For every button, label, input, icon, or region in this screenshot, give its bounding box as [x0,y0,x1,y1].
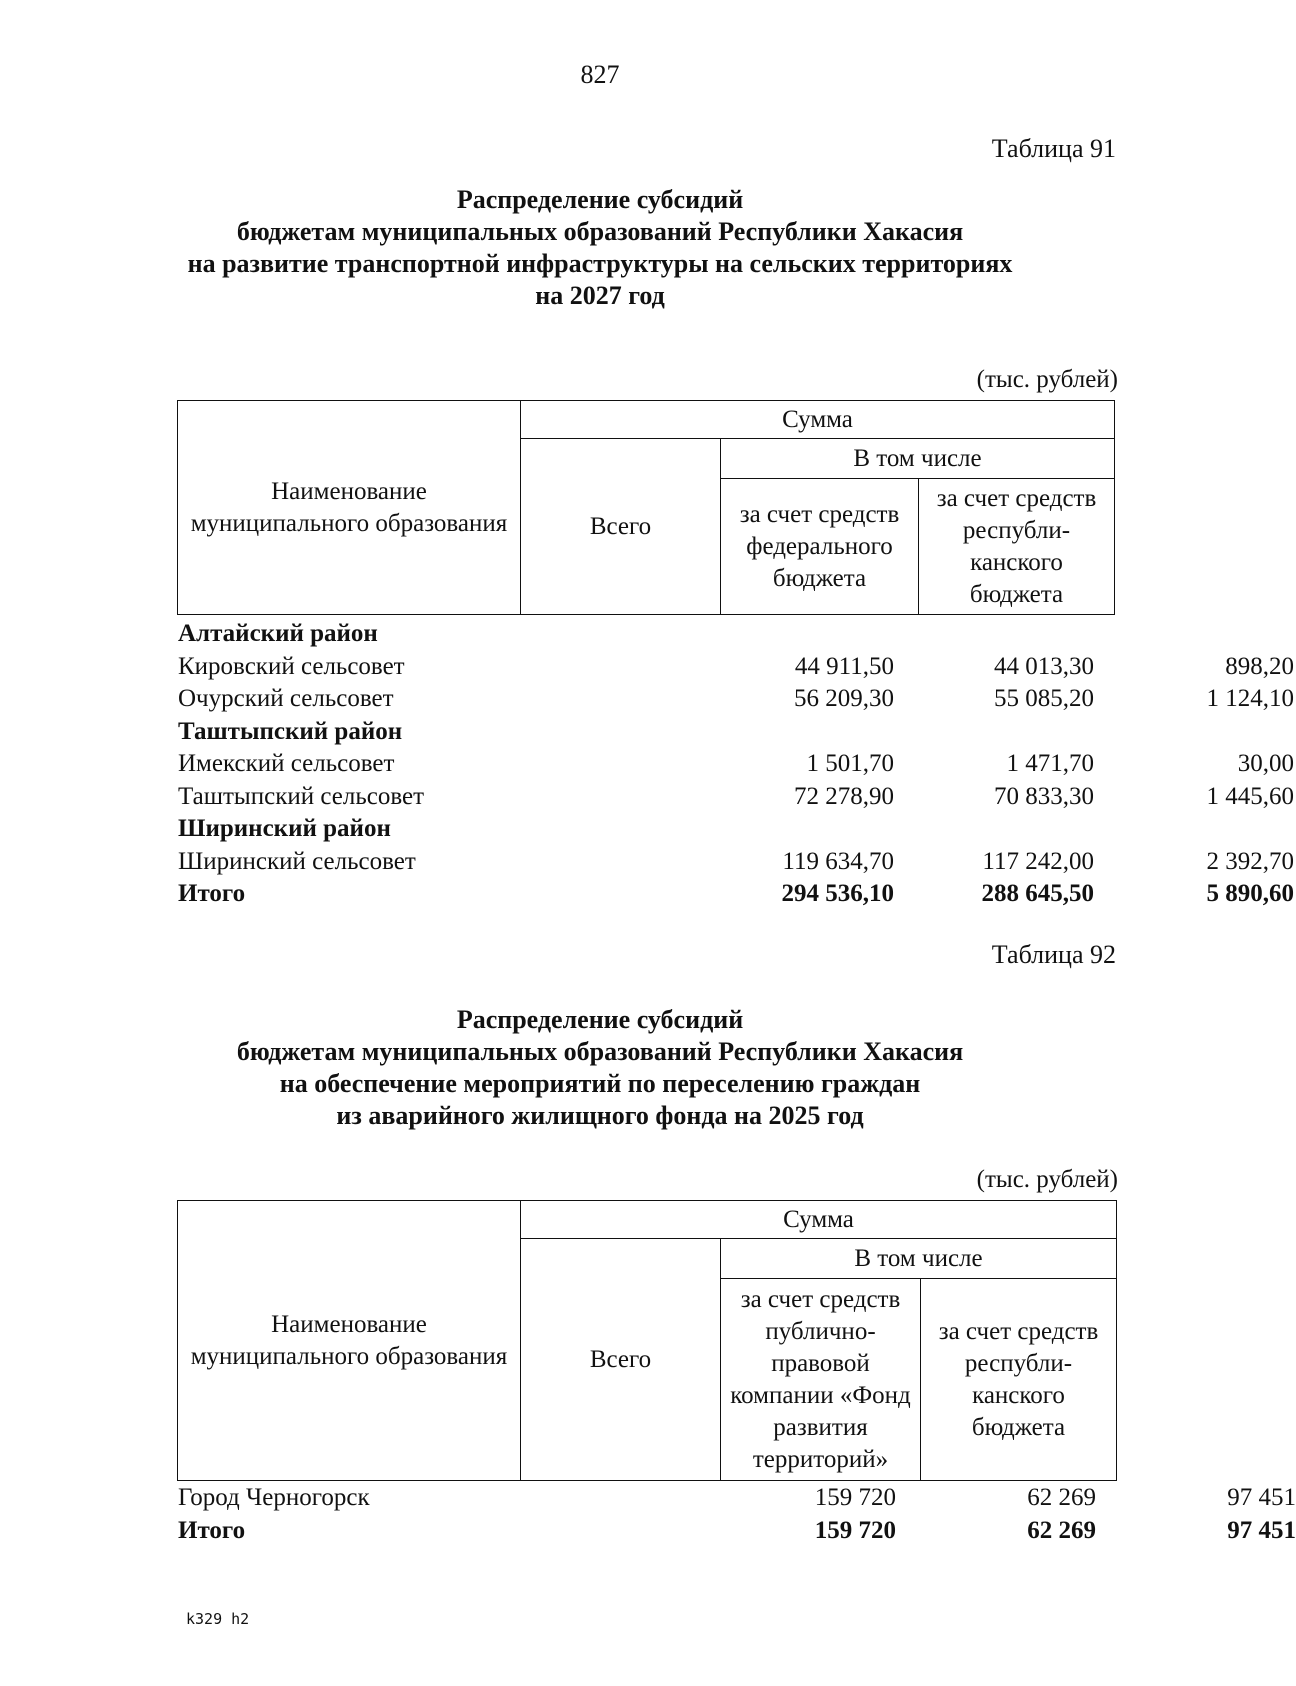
table-92-title [0,1004,1200,1132]
total-row [178,878,1294,911]
district-row [178,618,1294,651]
header-total: Всего [521,1239,721,1481]
table-91-body [178,618,1294,911]
title-line: бюджетам муниципальных образований Республики Хакасия [236,217,964,246]
table-92-unit: (тыс. рублей) [976,1166,1118,1193]
page-number: 827 [580,60,620,89]
cell-republic: 97 451 [1227,1516,1296,1544]
cell-federal: 1 471,70 [1006,750,1094,777]
header-republic: за счет средств республи-канского бюджета [919,479,1115,615]
header-total: Всего [521,439,721,615]
cell-federal: 288 645,50 [981,880,1094,907]
district-row [178,716,1294,749]
table-row [178,683,1294,716]
title-line: на 2027 год [535,281,665,310]
cell-name: Таштыпский район [178,717,403,745]
header-including: В том числе [721,439,1115,479]
table-row [178,781,1294,814]
title-line: бюджетам муниципальных образований Республики Хакасия [236,1037,964,1066]
table-91-unit: (тыс. рублей) [976,366,1118,393]
cell-federal [894,813,1094,846]
table-91-title [0,184,1200,312]
cell-name: Город Черногорск [178,1484,370,1511]
header-including: В том числе [721,1239,1117,1279]
table-row [178,748,1294,781]
header-republic: за счет средств республи-канского бюджета [921,1279,1117,1481]
cell-federal [894,716,1094,749]
cell-total: 159 720 [814,1484,896,1511]
cell-republic: 1 445,60 [1206,782,1294,810]
cell-name: Алтайский район [178,620,378,647]
footer-code: k329 h2 [186,1610,250,1628]
cell-name: Имекский сельсовет [178,750,395,777]
title-line: Распределение субсидий [456,185,744,214]
header-sum: Сумма [521,401,1115,439]
cell-republic [1094,813,1294,846]
table-92-header [177,1200,1117,1481]
cell-republic [1094,618,1294,651]
cell-name: Ширинский район [178,815,391,842]
district-row [178,813,1294,846]
header-name: Наименование муниципального образования [178,401,521,615]
cell-name: Итого [178,880,246,907]
cell-republic: 1 124,10 [1206,685,1294,712]
cell-republic: 5 890,60 [1206,880,1294,907]
cell-federal: 117 242,00 [982,847,1094,875]
total-row [178,1515,1296,1548]
cell-federal: 44 013,30 [994,652,1094,680]
cell-total: 294 536,10 [781,880,894,907]
header-sum: Сумма [521,1201,1117,1239]
table-row [178,1482,1296,1515]
cell-total [514,618,894,651]
cell-total: 1 501,70 [806,750,894,777]
cell-name: Итого [178,1516,246,1544]
header-federal: за счет средств федерального бюджета [721,479,919,615]
cell-republic [1094,716,1294,749]
cell-federal: 70 833,30 [994,782,1094,810]
cell-republic: 30,00 [1237,750,1294,777]
cell-total [514,716,894,749]
title-line: на обеспечение мероприятий по переселению граждан [279,1069,921,1098]
cell-total: 119 634,70 [782,847,894,875]
table-row [178,846,1294,879]
cell-fund: 62 269 [1027,1484,1096,1511]
cell-total: 159 720 [814,1516,896,1544]
cell-total: 44 911,50 [794,652,894,680]
table-91-caption: Таблица 91 [991,134,1116,163]
cell-name: Таштыпский сельсовет [178,782,424,810]
cell-name: Очурский сельсовет [178,685,394,712]
title-line: из аварийного жилищного фонда на 2025 год [336,1101,864,1130]
cell-name: Кировский сельсовет [178,652,405,680]
cell-federal: 55 085,20 [994,685,1094,712]
cell-federal [894,618,1094,651]
cell-republic: 97 451 [1227,1484,1296,1511]
table-92-body [178,1482,1296,1547]
table-91-header [177,400,1115,615]
table-92-caption: Таблица 92 [991,940,1116,969]
header-fund: за счет средств публично-правовой компании «Фонд развития территорий» [721,1279,921,1481]
cell-republic: 898,20 [1225,652,1294,680]
header-name: Наименование муниципального образования [178,1201,521,1481]
cell-republic: 2 392,70 [1206,847,1294,875]
cell-total: 72 278,90 [794,782,894,810]
cell-total: 56 209,30 [794,685,894,712]
title-line: на развитие транспортной инфраструктуры на сельских территориях [187,249,1013,278]
cell-total [514,813,894,846]
cell-fund: 62 269 [1027,1516,1096,1544]
table-row [178,651,1294,684]
title-line: Распределение субсидий [456,1005,744,1034]
cell-name: Ширинский сельсовет [178,847,416,875]
